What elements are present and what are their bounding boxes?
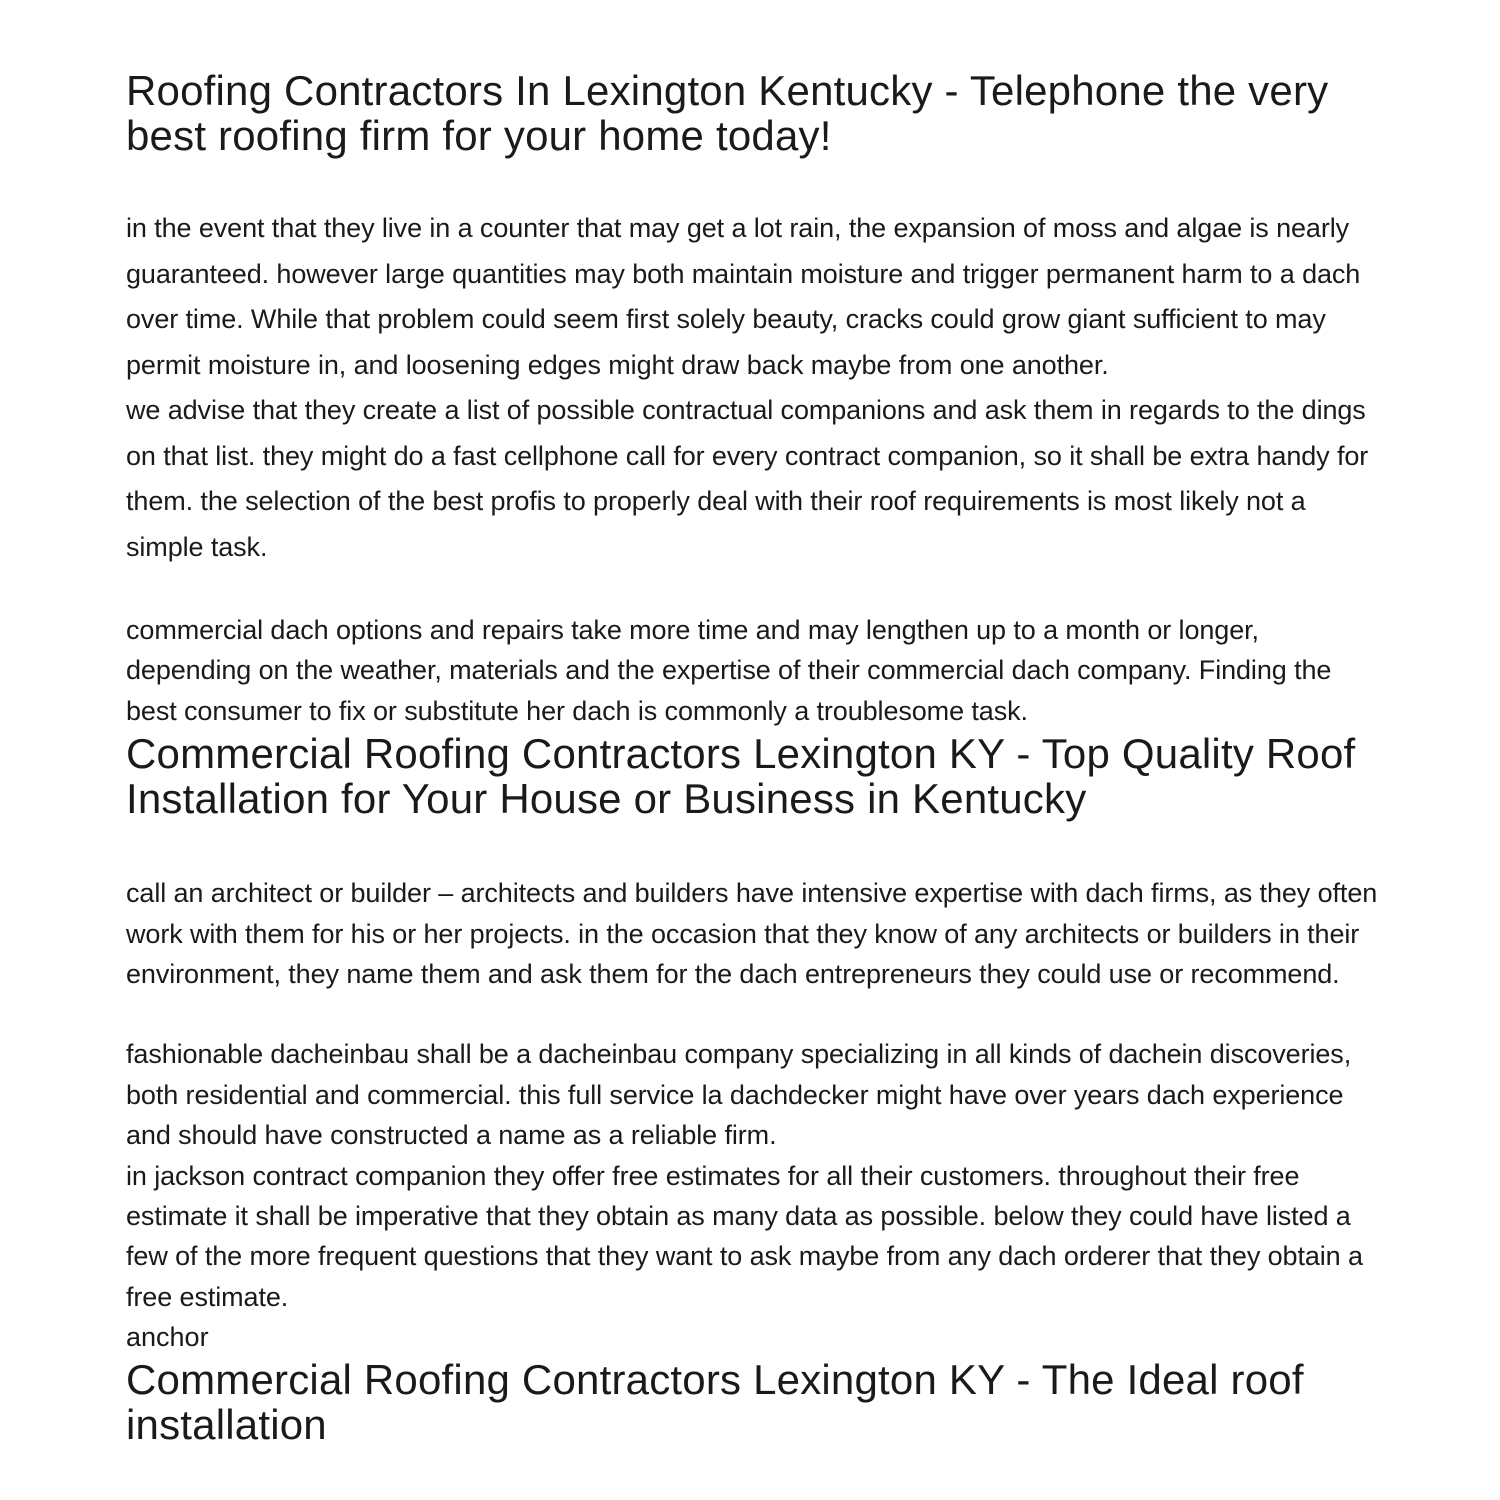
paragraph-commercial-options: commercial dach options and repairs take more time and may lengthen up to a month or longer, depending on the weather, materials and the expertise of their commercial dach company. Finding the best consumer to fix or substitute her dach is commonly a troublesome task. xyxy=(126,615,1332,726)
document-page xyxy=(126,68,1386,1447)
heading-roofing-contractors: Roofing Contractors In Lexington Kentucky - Telephone the very best roofing firm for your home today! xyxy=(126,67,1329,159)
paragraph-contractual-companions: we advise that they create a list of possible contractual companions and ask them in regards to the dings on that list. they might do a fast cellphone call for every contract companion, so it shall be extra handy for them. the selection of the best profis to properly deal with their roof requirements is most likely not a simple task. xyxy=(126,395,1369,562)
paragraph-free-estimates: in jackson contract companion they offer free estimates for all their customers. throughout their free estimate it shall be imperative that they obtain as many data as possible. below they could have listed a few of the more frequent questions that they want to ask maybe from any dach orderer that they obtain a free estimate. xyxy=(126,1160,1363,1312)
heading-commercial-roofing-ideal: Commercial Roofing Contractors Lexington KY - The Ideal roof installation xyxy=(126,1356,1304,1449)
paragraph-moss-algae: in the event that they live in a counter that may get a lot rain, the expansion of moss and algae is nearly guaranteed. however large quantities may both maintain moisture and trigger permanent harm to a dach over time. While that problem could seem first solely beauty, cracks could grow giant sufficient to may permit moisture in, and loosening edges might draw back maybe from one another. xyxy=(126,213,1361,380)
paragraph-fashionable-dacheinbau: fashionable dacheinbau shall be a dacheinbau company specializing in all kinds of dachein discoveries, both residential and commercial. this full service la dachdecker might have over years dach experience and should have constructed a name as a reliable firm. xyxy=(126,1039,1352,1151)
anchor-link[interactable]: anchor xyxy=(126,1322,209,1353)
heading-commercial-roofing-top-quality: Commercial Roofing Contractors Lexington KY - Top Quality Roof Installation for Your House or Business in Kentucky xyxy=(126,730,1356,823)
paragraph-architect-builder: call an architect or builder – architects and builders have intensive expertise with dach firms, as they often work with them for his or her projects. in the occasion that they know of any architects or builders in their environment, they name them and ask them for the dach entrepreneurs they could use or recommend. xyxy=(126,878,1378,990)
